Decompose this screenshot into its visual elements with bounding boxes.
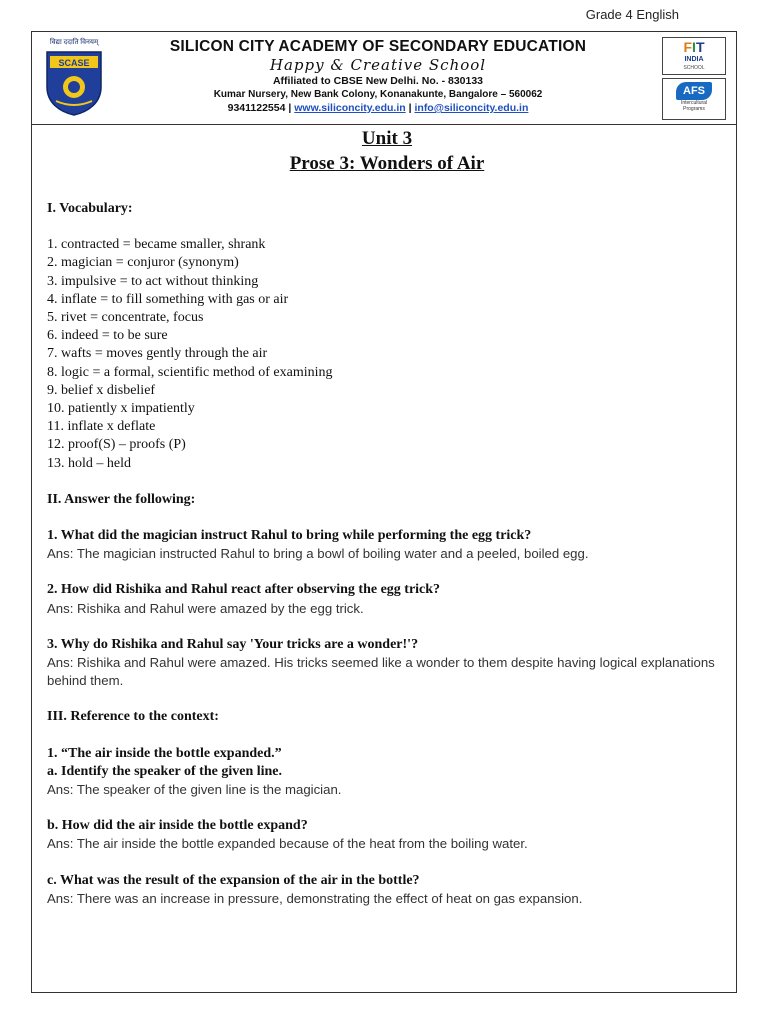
school-name: SILICON CITY ACADEMY OF SECONDARY EDUCATION bbox=[169, 38, 587, 55]
school-header-text bbox=[118, 38, 638, 115]
question: 3. Why do Rishika and Rahul say 'Your tricks are a wonder!'? bbox=[47, 636, 419, 652]
contact-line bbox=[118, 101, 638, 115]
answer: Ans: There was an increase in pressure, demonstrating the effect of heat on gas expansion. bbox=[47, 890, 583, 906]
fit-word: FIT bbox=[683, 39, 705, 55]
answer: Ans: Rishika and Rahul were amazed. His tricks seemed like a wonder to them despite having logical explanations behind them. bbox=[47, 655, 715, 689]
affiliation-line: Affiliated to CBSE New Delhi. No. - 830133 bbox=[272, 75, 484, 87]
list-item: 5. rivet = concentrate, focus bbox=[47, 310, 204, 326]
question: 1. What did the magician instruct Rahul to bring while performing the egg trick? bbox=[47, 528, 532, 544]
question: a. Identify the speaker of the given line. bbox=[47, 763, 283, 779]
answer: Ans: Rishika and Rahul were amazed by the egg trick. bbox=[47, 600, 364, 616]
list-item: 10. patiently x impatiently bbox=[47, 401, 195, 417]
separator: | bbox=[288, 102, 292, 114]
prose-title: Prose 3: Wonders of Air bbox=[289, 153, 485, 174]
shield-text: SCASE bbox=[58, 58, 90, 68]
list-item: 8. logic = a formal, scientific method of examining bbox=[47, 364, 333, 380]
answer-section-heading: II. Answer the following: bbox=[47, 491, 196, 507]
qa-item bbox=[47, 636, 727, 691]
letterhead bbox=[32, 32, 736, 125]
worksheet-content bbox=[47, 126, 727, 908]
fit-india-logo bbox=[662, 37, 726, 75]
fit-school-text: SCHOOL bbox=[683, 65, 705, 71]
qa-item bbox=[47, 581, 727, 617]
afs-logo bbox=[662, 78, 726, 120]
afs-subtext: Programs bbox=[683, 106, 705, 112]
question: b. How did the air inside the bottle expand? bbox=[47, 818, 308, 834]
answer: Ans: The speaker of the given line is the magician. bbox=[47, 782, 342, 798]
qa-item bbox=[47, 745, 727, 800]
list-item: 7. wafts = moves gently through the air bbox=[47, 346, 268, 362]
list-item: 13. hold – held bbox=[47, 455, 131, 471]
fit-india-text: INDIA bbox=[684, 56, 704, 63]
list-item: 11. inflate x deflate bbox=[47, 419, 156, 435]
list-item: 1. contracted = became smaller, shrank bbox=[47, 237, 266, 253]
qa-item bbox=[47, 817, 727, 853]
list-item: 3. impulsive = to act without thinking bbox=[47, 273, 259, 289]
page-frame bbox=[31, 31, 737, 993]
email-link[interactable]: info@siliconcity.edu.in bbox=[414, 102, 529, 114]
question: c. What was the result of the expansion of the air in the bottle? bbox=[47, 872, 420, 888]
grade-label: Grade 4 English bbox=[585, 7, 679, 22]
qa-item bbox=[47, 872, 727, 908]
list-item: 9. belief x disbelief bbox=[47, 382, 156, 398]
shield-icon bbox=[44, 49, 104, 117]
school-address: Kumar Nursery, New Bank Colony, Konanakunte, Bangalore – 560062 bbox=[213, 89, 543, 100]
answer: Ans: The magician instructed Rahul to bring a bowl of boiling water and a peeled, boiled egg. bbox=[47, 546, 589, 562]
list-item: 12. proof(S) – proofs (P) bbox=[47, 437, 186, 453]
unit-title: Unit 3 bbox=[361, 128, 413, 149]
afs-mark: AFS bbox=[676, 82, 712, 100]
reference-quote: 1. “The air inside the bottle expanded.” bbox=[47, 745, 282, 761]
answer: Ans: The air inside the bottle expanded because of the heat from the boiling water. bbox=[47, 836, 528, 852]
afs-subtext: Intercultural bbox=[680, 100, 708, 106]
separator: | bbox=[408, 102, 412, 114]
list-item: 6. indeed = to be sure bbox=[47, 328, 168, 344]
qa-item bbox=[47, 527, 727, 563]
reference-section-heading: III. Reference to the context: bbox=[47, 709, 219, 725]
list-item: 2. magician = conjuror (synonym) bbox=[47, 255, 239, 271]
school-logo bbox=[39, 39, 109, 117]
phone-number: 9341122554 bbox=[227, 102, 286, 114]
vocabulary-list bbox=[47, 236, 727, 473]
vocabulary-heading: I. Vocabulary: bbox=[47, 201, 133, 216]
question: 2. How did Rishika and Rahul react after observing the egg trick? bbox=[47, 582, 441, 598]
school-tagline: Happy & Creative School bbox=[269, 56, 487, 74]
list-item: 4. inflate = to fill something with gas or air bbox=[47, 291, 289, 307]
school-motto: विद्या ददाति विनयम् bbox=[49, 38, 99, 46]
website-link[interactable]: www.siliconcity.edu.in bbox=[294, 102, 406, 114]
